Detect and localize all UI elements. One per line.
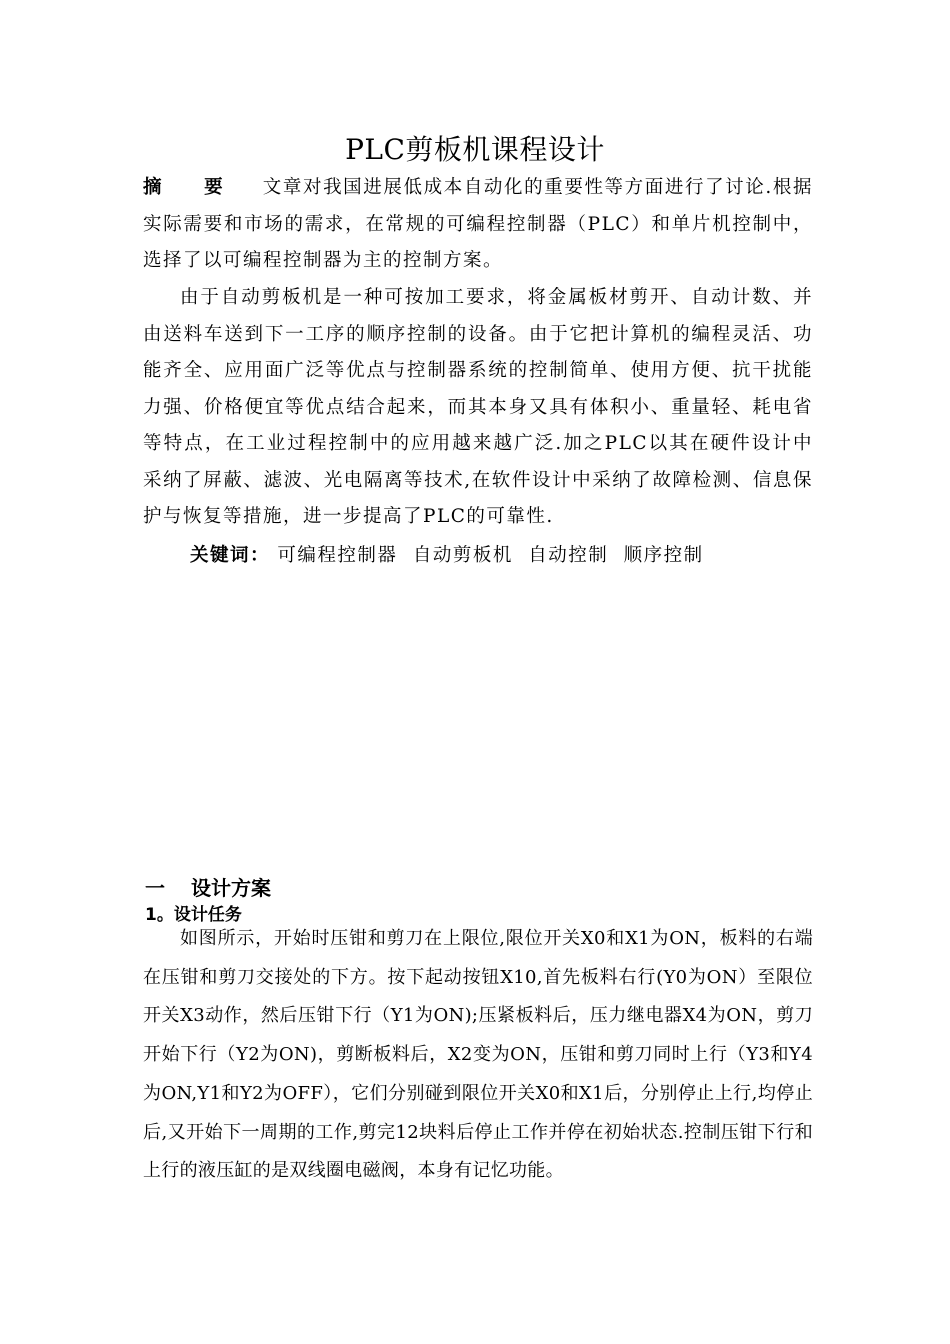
keywords-label: 关键词：: [190, 545, 271, 566]
abstract-text-1: 文章对我国进展低成本自动化的重要性等方面进行了讨论.根据实际需要和市场的需求，在常规的可编程控制器（PLC）和单片机控制中，选择了以可编程控制器为主的控制方案。: [143, 177, 813, 271]
subsection-heading: 1。设计任务: [145, 905, 242, 925]
abstract-paragraph-1: [143, 170, 813, 280]
keyword-item: 自动控制: [528, 545, 609, 566]
section-heading: [145, 872, 271, 904]
design-task-paragraph: 如图所示，开始时压钳和剪刀在上限位,限位开关X0和X1为ON，板料的右端在压钳和剪刀交接处的下方。按下起动按钮X10,首先板料右行(Y0为ON）至限位开关X3动作，然后压钳下行（Y1为ON);压紧板料后，压力继电器X4为ON，剪刀开始下行（Y2为ON)，剪断板料后，X2变为ON，压钳和剪刀同时上行（Y3和Y4为ON,Y1和Y2为OFF），它们分别碰到限位开关X0和X1后，分别停止上行,均停止后,又开始下一周期的工作,剪完12块料后停止工作并停在初始状态.控制压钳下行和上行的液压缸的是双线圈电磁阀，本身有记忆功能。: [143, 928, 813, 1182]
abstract-label: 摘 要: [143, 177, 241, 198]
keyword-item: 可编程控制器: [277, 545, 398, 566]
page-title: PLC剪板机课程设计: [345, 133, 605, 166]
section-title: 设计方案: [191, 876, 271, 900]
abstract-paragraph-2: 由于自动剪板机是一种可按加工要求，将金属板材剪开、自动计数、并由送料车送到下一工序的顺序控制的设备。由于它把计算机的编程灵活、功能齐全、应用面广泛等优点与控制器系统的控制简单、使用方便、抗干扰能力强、价格便宜等优点结合起来，而其本身又具有体积小、重量轻、耗电省等特点，在工业过程控制中的应用越来越广泛.加之PLC以其在硬件设计中采纳了屏蔽、滤波、光电隔离等技术,在软件设计中采纳了故障检测、信息保护与恢复等措施，进一步提高了PLC的可靠性.: [143, 287, 813, 527]
keyword-item: 顺序控制: [623, 545, 704, 566]
keywords-line: [190, 538, 712, 574]
keyword-item: 自动剪板机: [412, 545, 513, 566]
section-number: 一: [145, 876, 165, 900]
